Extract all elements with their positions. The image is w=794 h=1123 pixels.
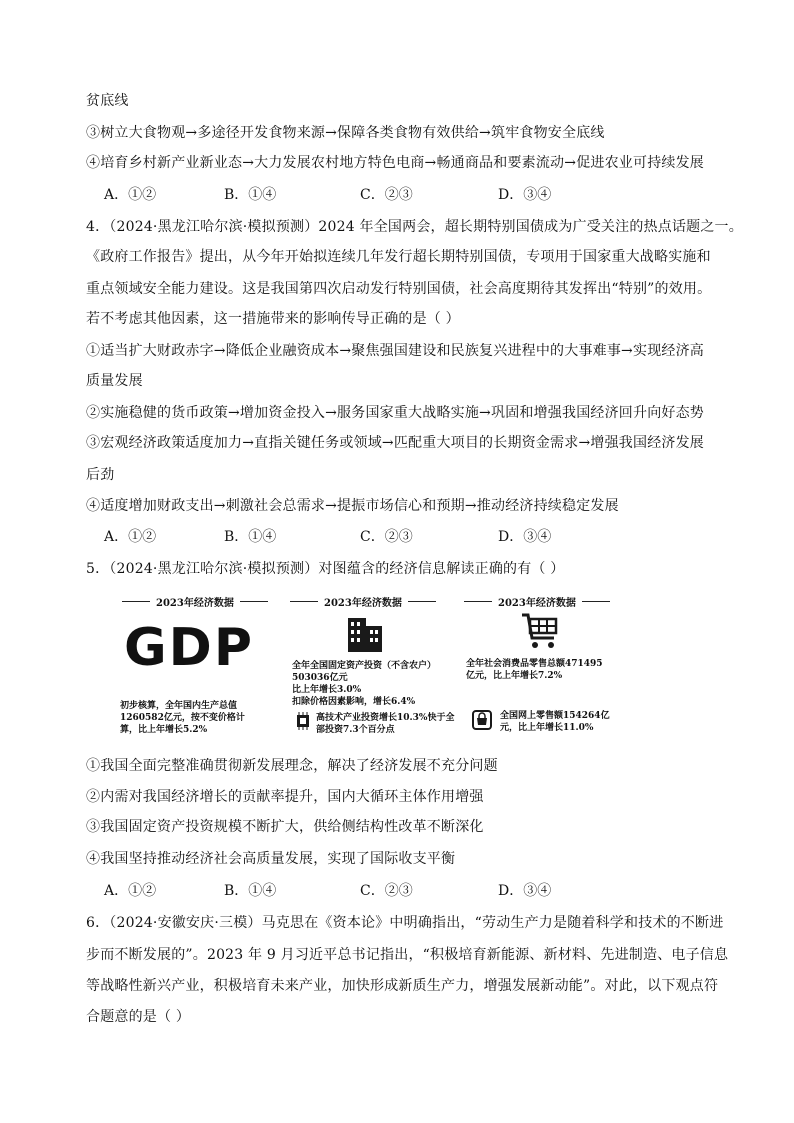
option-statement-1: ①适当扩大财政赤字→降低企业融资成本→聚焦强国建设和民族复兴进程中的大事难事→实现经济高	[86, 343, 704, 359]
text-line: 后劲	[86, 467, 115, 483]
text-line: 合题意的是（ ）	[86, 1009, 191, 1025]
online-retail-caption: 全国网上零售额154264亿元，比上年增长11.0%	[500, 711, 610, 733]
chip-icon	[294, 712, 312, 730]
option-statement-4: ④我国坚持推动经济社会高质量发展，实现了国际收支平衡	[86, 851, 456, 867]
option-statement-4: ④适度增加财政支出→刺激社会总需求→提振市场信心和预期→推动经济持续稳定发展	[86, 498, 619, 514]
text-line: 若不考虑其他因素，这一措施带来的影响传导正确的是（ ）	[86, 311, 460, 327]
gdp-caption: 初步核算，全年国内生产总值1260582亿元，按不变价格计算，比上年增长5.2%	[120, 701, 245, 735]
question-4-stem: 4．（2024·黑龙江哈尔滨·模拟预测）2024 年全国两会，超长期特别国债成为广受关注的热点话题之一。	[86, 219, 743, 235]
option-c: C．②③	[360, 883, 413, 899]
text-line: 质量发展	[86, 373, 143, 389]
shopping-cart-icon	[520, 612, 560, 650]
option-a: A．①②	[104, 883, 157, 899]
option-b: B．①④	[224, 187, 277, 203]
text-line: 步而不断发展的”。2023 年 9 月习近平总书记指出，“积极培育新能源、新材料、先进制造、电子信息	[86, 947, 729, 963]
investment-caption-1: 全年全国固定资产投资（不含农户）	[292, 661, 437, 671]
option-b: B．①④	[224, 883, 277, 899]
text-line: 等战略性新兴产业，积极培育未来产业，加快形成新质生产力，增强发展新动能”。对此，以下观点符	[86, 978, 719, 994]
option-statement-3: ③宏观经济政策适度加力→直指关键任务或领域→匹配重大项目的长期资金需求→增强我国经济发展	[86, 435, 704, 451]
figure-header-3: 2023年经济数据	[458, 594, 616, 609]
question-5-stem: 5．（2024·黑龙江哈尔滨·模拟预测）对图蕴含的经济信息解读正确的有（ ）	[86, 561, 565, 577]
option-b: B．①④	[224, 529, 277, 545]
option-statement-3: ③树立大食物观→多途径开发食物来源→保障各类食物有效供给→筑牢食物安全底线	[86, 125, 605, 141]
option-statement-2: ②内需对我国经济增长的贡献率提升，国内大循环主体作用增强	[86, 789, 484, 805]
option-d: D．③④	[498, 883, 552, 899]
investment-caption-3: 比上年增长3.0%	[292, 685, 362, 695]
option-d: D．③④	[498, 529, 552, 545]
option-statement-3: ③我国固定资产投资规模不断扩大，供给侧结构性改革不断深化	[86, 819, 484, 835]
online-shop-icon	[472, 710, 492, 730]
economic-data-figure	[116, 588, 616, 748]
option-d: D．③④	[498, 187, 552, 203]
investment-caption-2: 503036亿元	[292, 673, 348, 683]
building-icon	[344, 612, 390, 652]
option-a: A．①②	[104, 187, 157, 203]
option-a: A．①②	[104, 529, 157, 545]
retail-caption: 全年社会消费品零售总额471495亿元，比上年增长7.2%	[466, 659, 603, 681]
option-c: C．②③	[360, 529, 413, 545]
investment-caption-4: 扣除价格因素影响，增长6.4%	[292, 697, 416, 707]
option-statement-4: ④培育乡村新产业新业态→大力发展农村地方特色电商→畅通商品和要素流动→促进农业可持续发展	[86, 155, 704, 171]
option-statement-2: ②实施稳健的货币政策→增加资金投入→服务国家重大战略实施→巩固和增强我国经济回升向好态势	[86, 405, 704, 421]
option-c: C．②③	[360, 187, 413, 203]
gdp-logo: GDP	[124, 618, 254, 678]
option-statement-1: ①我国全面完整准确贯彻新发展理念，解决了经济发展不充分问题	[86, 758, 498, 774]
text-line: 《政府工作报告》提出，从今年开始拟连续几年发行超长期特别国债，专项用于国家重大战略实施和	[86, 249, 711, 265]
question-6-stem: 6．（2024·安徽安庆·三模）马克思在《资本论》中明确指出，“劳动生产力是随着科学和技术的不断进	[86, 915, 724, 931]
text-line: 贫底线	[86, 93, 129, 109]
figure-header-1: 2023年经济数据	[116, 594, 274, 609]
text-line: 重点领域安全能力建设。这是我国第四次启动发行特别国债，社会高度期待其发挥出“特别”的效用。	[86, 281, 712, 297]
figure-header-2: 2023年经济数据	[284, 594, 442, 609]
hitech-caption: 高技术产业投资增长10.3%快于全部投资7.3个百分点	[316, 713, 455, 735]
